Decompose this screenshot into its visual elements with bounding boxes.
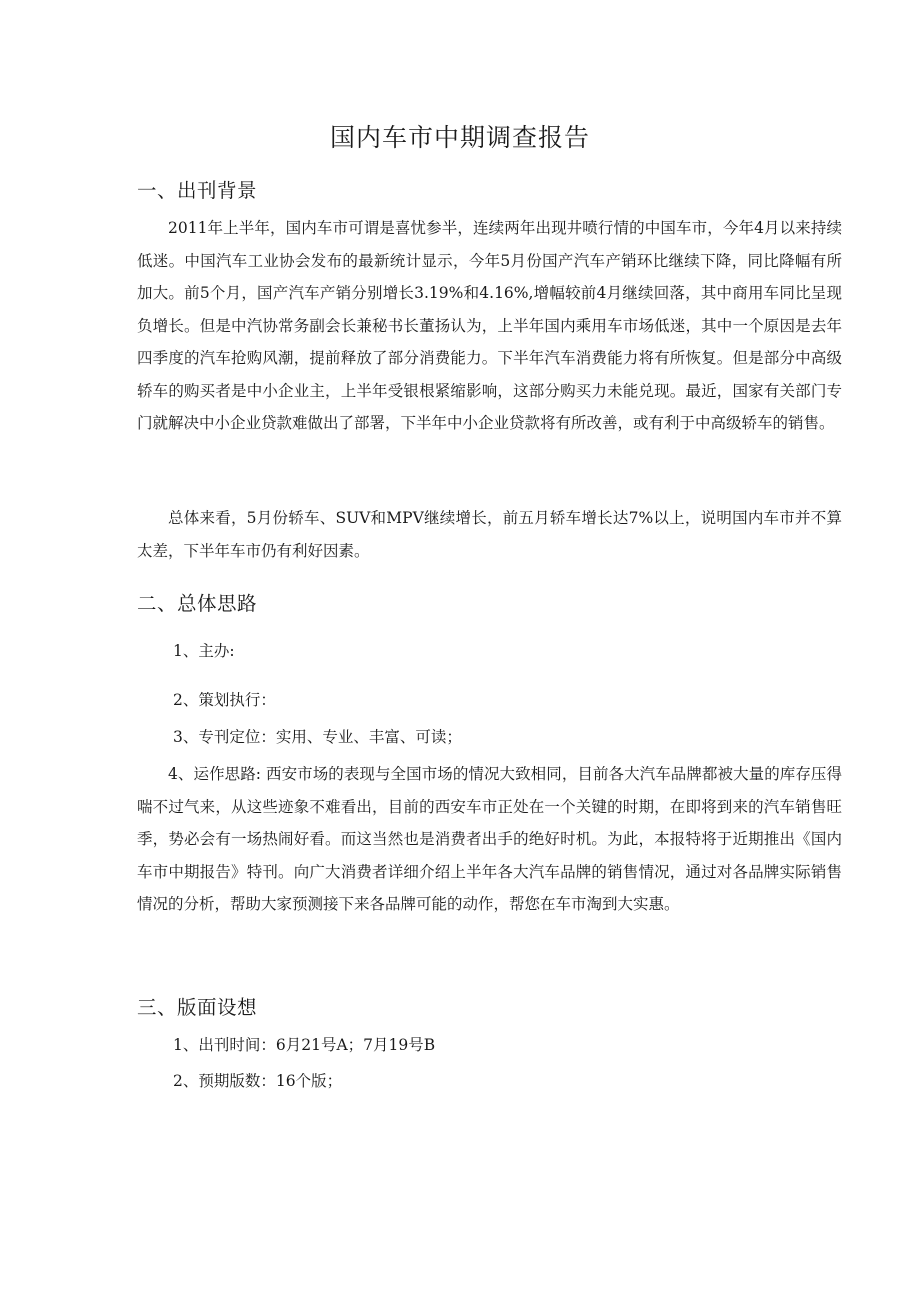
section-heading-layout: 三、版面设想 — [137, 996, 258, 1019]
section-heading-background: 一、出刊背景 — [137, 179, 258, 202]
background-paragraph-1: 2011年上半年，国内车市可谓是喜忧参半，连续两年出现井喷行情的中国车市，今年4月以来持续低迷。中国汽车工业协会发布的最新统计显示，今年5月份国产汽车产销环比继续下降，同比降幅有所加大。前5个月，国产汽车产销分别增长3.19%和4.16%,增幅较前4月继续回落，其中商用车同比呈现负增长。但是中汽协常务副会长兼秘书长董扬认为，上半年国内乘用车市场低迷，其中一个原因是去年四季度的汽车抢购风潮，提前释放了部分消费能力。下半年汽车消费能力将有所恢复。但是部分中高级轿车的购买者是中小企业主，上半年受银根紧缩影响，这部分购买力未能兑现。最近，国家有关部门专门就解决中小企业贷款难做出了部署，下半年中小企业贷款将有所改善，或有利于中高级轿车的销售。 — [137, 219, 842, 432]
layout-item-page-count: 2、预期版数：16个版； — [173, 1072, 343, 1090]
background-paragraph-2: 总体来看，5月份轿车、SUV和MPV继续增长，前五月轿车增长达7%以上，说明国内车市并不算太差，下半年车市仍有利好因素。 — [137, 509, 842, 560]
section-heading-approach: 二、总体思路 — [137, 592, 258, 615]
layout-item-publish-date: 1、出刊时间：6月21号A；7月19号B — [173, 1036, 436, 1054]
approach-item-sponsor: 1、主办: — [173, 642, 235, 660]
approach-item-planning: 2、策划执行： — [173, 691, 276, 709]
approach-paragraph-operation: 4、运作思路: 西安市场的表现与全国市场的情况大致相同，目前各大汽车品牌都被大量的库存压得喘不过气来，从这些迹象不难看出，目前的西安车市正处在一个关键的时期，在即将到来的汽车销售旺季，势必会有一场热闹好看。而这当然也是消费者出手的绝好时机。为此，本报特将于近期推出《国内车市中期报告》特刊。向广大消费者详细介绍上半年各大汽车品牌的销售情况，通过对各品牌实际销售情况的分析，帮助大家预测接下来各品牌可能的动作，帮您在车市淘到大实惠。 — [137, 765, 842, 913]
document-title: 国内车市中期调查报告 — [329, 123, 590, 152]
approach-item-positioning: 3、专刊定位：实用、专业、丰富、可读； — [173, 728, 462, 746]
